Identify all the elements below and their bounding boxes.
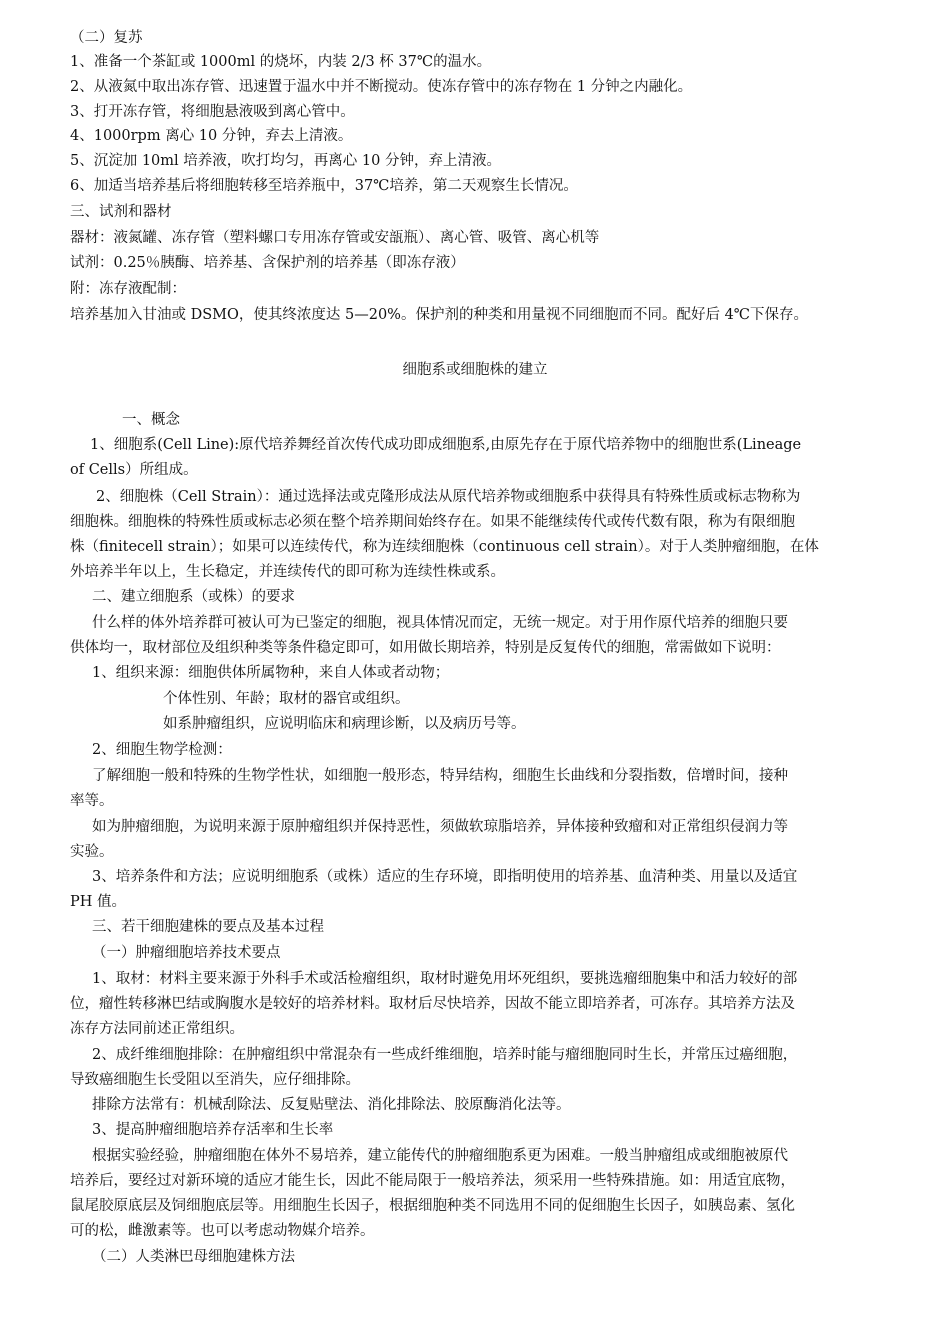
text-line: 可的松，雌激素等。也可以考虑动物媒介培养。 — [70, 1223, 375, 1239]
text-line: 2、从液氮中取出冻存管、迅速置于温水中并不断搅动。使冻存管中的冻存物在 1 分钟之内融化。 — [70, 79, 693, 95]
text-line: 率等。 — [70, 793, 114, 809]
text-line: 细胞株。细胞株的特殊性质或标志必须在整个培养期间始终存在。如果不能继续传代或传代数有限，称为有限细胞 — [70, 514, 795, 530]
text-line: （二）人类淋巴母细胞建株方法 — [92, 1249, 295, 1265]
text-line: 冻存方法同前述正常组织。 — [70, 1021, 244, 1037]
text-line: （二）复苏 — [70, 30, 143, 46]
text-line: 3、提高肿瘤细胞培养存活率和生长率 — [92, 1122, 334, 1138]
text-line: 培养基加入甘油或 DSMO，使其终浓度达 5—20%。保护剂的种类和用量视不同细胞而不同。配好后 4℃下保存。 — [70, 307, 809, 323]
text-line: 试剂：0.25％胰酶、培养基、含保护剂的培养基（即冻存液） — [70, 255, 465, 271]
text-line: （一）肿瘤细胞培养技术要点 — [92, 945, 281, 961]
text-line: 实验。 — [70, 844, 114, 860]
text-line: 了解细胞一般和特殊的生物学性状，如细胞一般形态，特异结构，细胞生长曲线和分裂指数，倍增时间，接种 — [92, 768, 788, 784]
text-line: 5、沉淀加 10ml 培养液，吹打均匀，再离心 10 分钟，弃上清液。 — [70, 153, 501, 169]
text-line: PH 值。 — [70, 894, 127, 910]
text-line: 如为肿瘤细胞，为说明来源于原肿瘤组织并保持恶性，须做软琼脂培养，异体接种致瘤和对正常组织侵润力等 — [92, 819, 788, 835]
text-line: 供体均一，取材部位及组织种类等条件稳定即可，如用做长期培养，特别是反复传代的细胞，常需做如下说明： — [70, 640, 781, 656]
text-line: 4、1000rpm 离心 10 分钟，弃去上清液。 — [70, 128, 353, 144]
text-line: 培养后，要经过对新环境的适应才能生长，因此不能局限于一般培养法，须采用一些特殊措施。如：用适宜底物， — [70, 1173, 795, 1189]
text-line: 6、加适当培养基后将细胞转移至培养瓶中，37℃培养，第二天观察生长情况。 — [70, 178, 578, 194]
text-line: 2、细胞生物学检测： — [92, 742, 232, 758]
text-line: 排除方法常有：机械刮除法、反复贴壁法、消化排除法、胶原酶消化法等。 — [92, 1097, 571, 1113]
text-line: 1、细胞系(Cell Line):原代培养舞经首次传代成功即成细胞系,由原先存在于原代培养物中的细胞世系(Lineage — [90, 437, 802, 453]
text-line: 位，瘤性转移淋巴结或胸腹水是较好的培养材料。取材后尽快培养，因故不能立即培养者，可冻存。其培养方法及 — [70, 996, 795, 1012]
text-line: 2、细胞株（Cell Strain）：通过选择法或克隆形成法从原代培养物或细胞系中获得具有特殊性质或标志物称为 — [96, 489, 801, 505]
text-line: 3、打开冻存管，将细胞悬液吸到离心管中。 — [70, 104, 355, 120]
text-line: 如系肿瘤组织，应说明临床和病理诊断，以及病历号等。 — [163, 716, 526, 732]
text-line: 根据实验经验，肿瘤细胞在体外不易培养，建立能传代的肿瘤细胞系更为困难。一般当肿瘤组成或细胞被原代 — [92, 1148, 788, 1164]
text-line: 三、若干细胞建株的要点及基本过程 — [92, 919, 324, 935]
text-line: 二、建立细胞系（或株）的要求 — [92, 589, 295, 605]
text-line: 器材：液氮罐、冻存管（塑料螺口专用冻存管或安瓿瓶）、离心管、吸管、离心机等 — [70, 230, 600, 246]
text-line: 外培养半年以上，生长稳定，并连续传代的即可称为连续性株或系。 — [70, 564, 505, 580]
text-line: 导致癌细胞生长受阻以至消失，应仔细排除。 — [70, 1072, 360, 1088]
text-line: 株（finitecell strain）；如果可以连续传代，称为连续细胞株（continuous cell strain）。对于人类肿瘤细胞，在体 — [70, 539, 819, 555]
text-line: of Cells）所组成。 — [70, 462, 198, 478]
text-line: 1、取材：材料主要来源于外科手术或活检瘤组织，取材时避免用坏死组织，要挑选瘤细胞集中和活力较好的部 — [92, 971, 798, 987]
text-line: 个体性别、年龄；取材的器官或组织。 — [163, 691, 410, 707]
section-title: 细胞系或细胞株的建立 — [402, 362, 548, 378]
text-line: 三、试剂和器材 — [70, 204, 172, 220]
text-line: 什么样的体外培养群可被认可为已鉴定的细胞，视具体情况而定，无统一规定。对于用作原代培养的细胞只要 — [92, 615, 788, 631]
text-line: 1、准备一个茶缸或 1000ml 的烧坏，内装 2/3 杯 37℃的温水。 — [70, 54, 492, 70]
text-line: 3、培养条件和方法；应说明细胞系（或株）适应的生存环境，即指明使用的培养基、血清种类、用量以及适宜 — [92, 869, 798, 885]
text-line: 1、组织来源：细胞供体所属物种，来自人体或者动物； — [92, 665, 450, 681]
text-line: 一、概念 — [122, 412, 180, 428]
text-line: 2、成纤维细胞排除：在肿瘤组织中常混杂有一些成纤维细胞，培养时能与瘤细胞同时生长，并常压过癌细胞， — [92, 1047, 798, 1063]
text-line: 附：冻存液配制： — [70, 281, 186, 297]
text-line: 鼠尾胶原底层及饲细胞底层等。用细胞生长因子，根据细胞种类不同选用不同的促细胞生长因子，如胰岛素、氢化 — [70, 1198, 795, 1214]
